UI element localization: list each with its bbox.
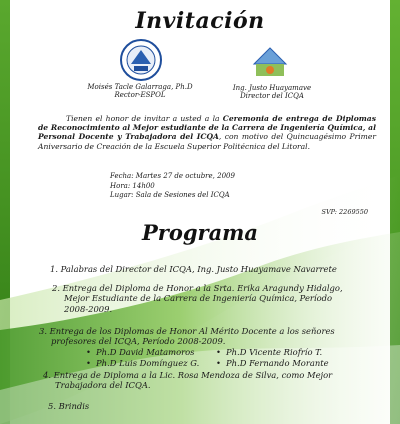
item-3-line-2: profesores del ICQA, Período 2008-2009. (51, 336, 226, 347)
program-item-2 (52, 283, 352, 314)
icqa-logo (248, 42, 292, 82)
item-2-line-1: 2. Entrega del Diploma de Honor a la Srta. Erika Aragundy Hidalgo, (52, 283, 343, 293)
invitation-paragraph (38, 114, 376, 151)
invitation-title: Invitación (135, 8, 265, 34)
item-2-line-3: 2008-2009. (64, 303, 113, 314)
program-item-5: 5. Brindis (48, 401, 90, 411)
event-place: Lugar: Sala de Sesiones del ICQA (110, 191, 230, 199)
item-3-line-1: 3. Entrega de los Diplomas de Honor Al Mérito Docente a los señores (39, 326, 335, 336)
programa-title: Programa (141, 220, 259, 245)
item-4-line-1: 4. Entrega de Diploma a la Lic. Rosa Mendoza de Silva, como Mejor (43, 370, 333, 380)
professor-item: • Ph.D Luis Domínguez G. (86, 358, 216, 369)
rsvp-phone: SVP: 2269550 (321, 208, 368, 216)
director-role: Director del ICQA (240, 92, 304, 100)
program-item-3 (39, 326, 359, 347)
item-4-line-2: Trabajadora del ICQA. (55, 380, 151, 391)
rector-role: Rector-ESPOL (114, 91, 166, 99)
item-2-line-2: Mejor Estudiante de la Carrera de Ingeniería Química, Período (64, 293, 333, 304)
signature-rector (70, 83, 210, 99)
professor-list (86, 347, 346, 368)
intro-text-1: Tienen el honor de invitar a usted a la (66, 114, 223, 123)
signature-director (202, 84, 342, 100)
event-date: Fecha: Martes 27 de octubre, 2009 (110, 172, 235, 180)
espol-seal-logo (119, 38, 163, 82)
professor-item: • Ph.D David Matamoros (86, 347, 216, 358)
program-item-4 (43, 370, 373, 391)
program-item-1: 1. Palabras del Director del ICQA, Ing. Justo Huayamave Navarrete (50, 264, 337, 274)
professor-item: • Ph.D Vicente Riofrío T. (216, 347, 346, 358)
rector-name: Moisés Tacle Galarraga, Ph.D (87, 83, 193, 91)
intro-ceremony-bold: Ceremonia de entrega de Diplomas de Reconocimiento al Mejor estudiante de la Carrera de Ingeniería Química, al Personal Docente y Trabajadora del ICQA (38, 114, 376, 142)
director-name: Ing. Justo Huayamave (232, 84, 312, 92)
intro-text-2: , con motivo del Quincuagésimo Primer Aniversario de Creación de la Escuela Superior Politécnica del Litoral. (38, 132, 376, 151)
event-time: Hora: 14h00 (110, 181, 155, 190)
event-details (110, 172, 235, 201)
professor-item: • Ph.D Fernando Morante (216, 358, 346, 369)
